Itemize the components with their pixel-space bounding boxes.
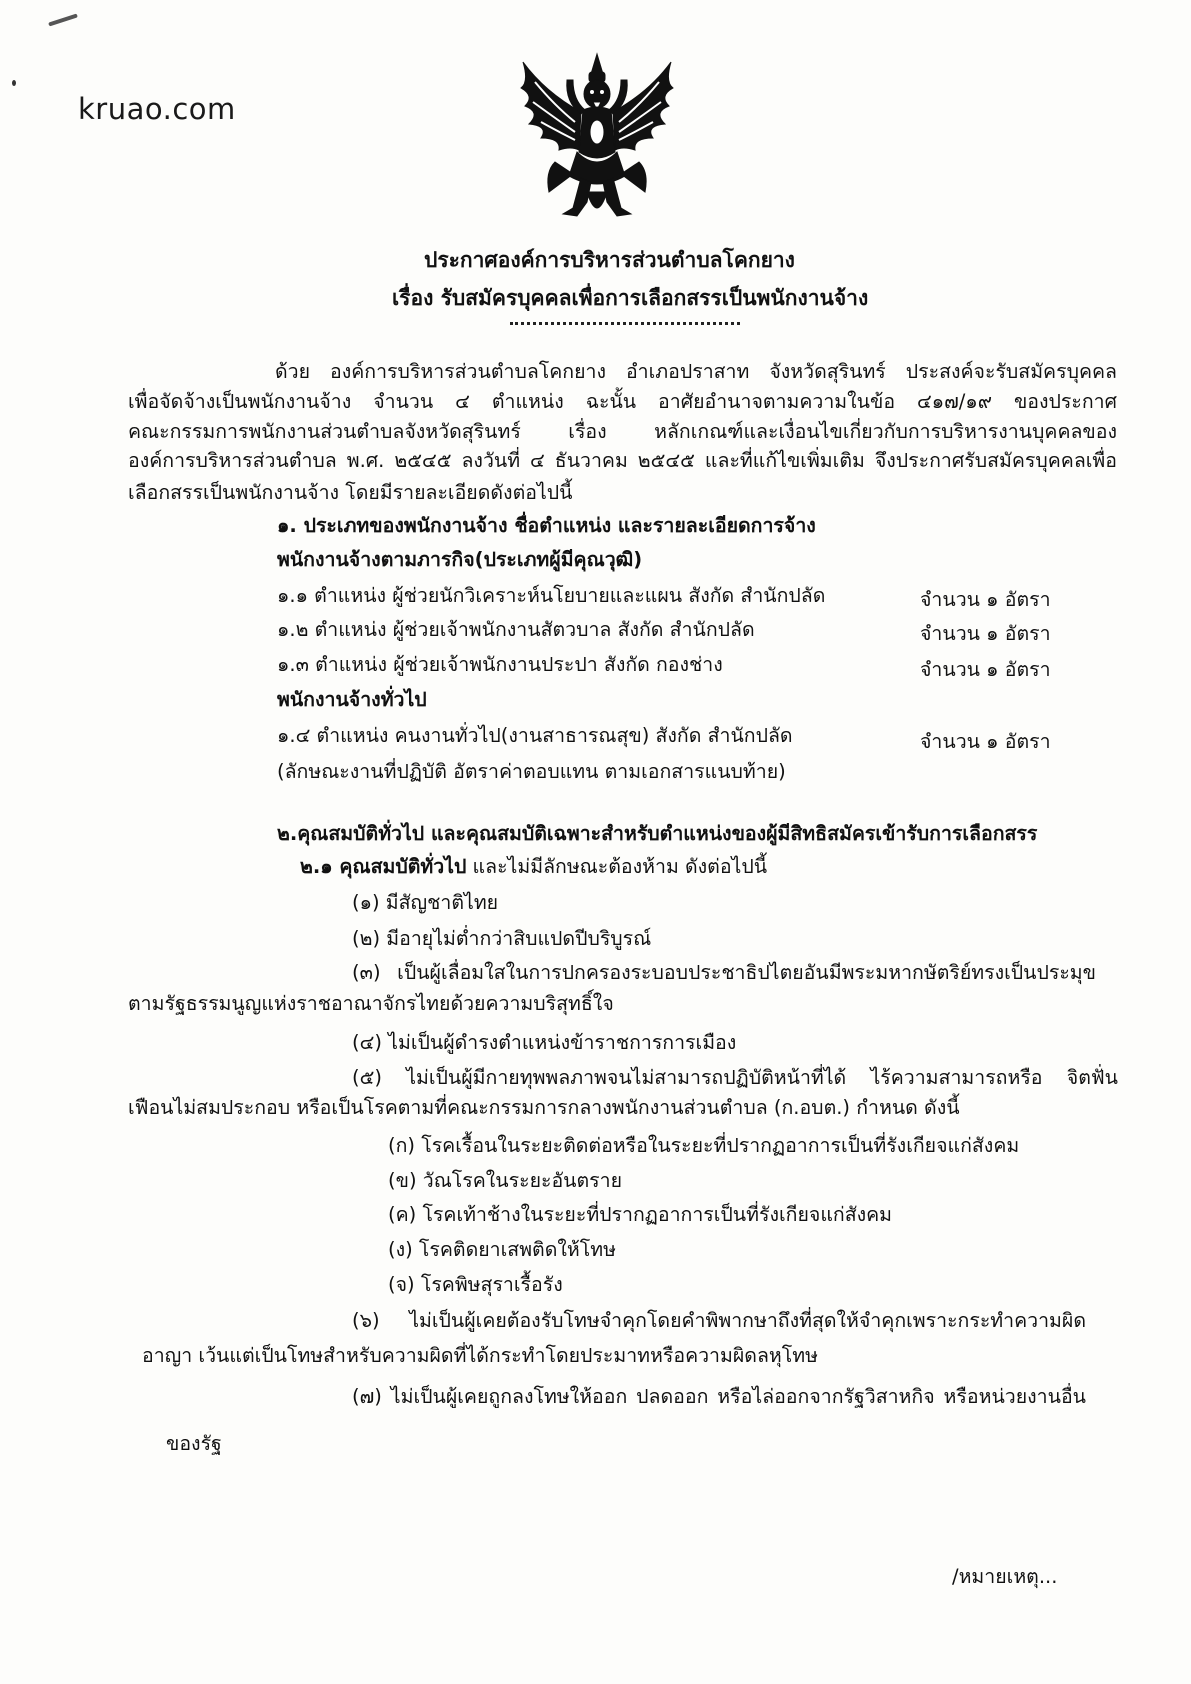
section2-heading: ๒.คุณสมบัติทั่วไป และคุณสมบัติเฉพาะสำหรับตำแหน่งของผู้มีสิทธิสมัครเข้ารับการเลือกสรร <box>277 822 1038 845</box>
intro-line-5: เลือกสรรเป็นพนักงานจ้าง โดยมีรายละเอียดดังต่อไปนี้ <box>128 481 573 504</box>
position-item: ๑.๑ ตำแหน่ง ผู้ช่วยนักวิเคราะห์นโยบายและแผน สังกัด สำนักปลัด <box>277 584 826 607</box>
qualification-item: (๑) มีสัญชาติไทย <box>352 891 499 914</box>
intro-line-3: คณะกรรมการพนักงานส่วนตำบลจังหวัดสุรินทร์ เรื่อง หลักเกณฑ์และเงื่อนไขเกี่ยวกับการบริหารงานบุคคลของ <box>128 420 1117 443</box>
position-count: จำนวน ๑ อัตรา <box>920 730 1051 753</box>
position-count: จำนวน ๑ อัตรา <box>920 658 1051 681</box>
position-item: ๑.๓ ตำแหน่ง ผู้ช่วยเจ้าพนักงานประปา สังกัด กองช่าง <box>277 653 723 676</box>
position-item: ๑.๒ ตำแหน่ง ผู้ช่วยเจ้าพนักงานสัตวบาล สังกัด สำนักปลัด <box>277 618 755 641</box>
announcement-title: ประกาศองค์การบริหารส่วนตำบลโคกยาง <box>424 248 795 272</box>
section1-group-general: พนักงานจ้างทั่วไป <box>277 688 427 711</box>
qualification-item: (๖) ไม่เป็นผู้เคยต้องรับโทษจำคุกโดยคำพิพากษาถึงที่สุดให้จำคุกเพราะกระทำความผิด <box>352 1309 1086 1332</box>
position-count: จำนวน ๑ อัตรา <box>920 588 1051 611</box>
section1-note: (ลักษณะงานที่ปฏิบัติ อัตราค่าตอบแทน ตามเอกสารแนบท้าย) <box>277 760 786 783</box>
section1-group-mission: พนักงานจ้างตามภารกิจ(ประเภทผู้มีคุณวุฒิ) <box>277 548 643 571</box>
section2-sub-bold: ๒.๑ คุณสมบัติทั่วไป <box>300 855 467 878</box>
qualification-item: (๕) ไม่เป็นผู้มีกายทุพพลภาพจนไม่สามารถปฏิบัติหน้าที่ได้ ไร้ความสามารถหรือ จิตฟั่น <box>352 1066 1118 1089</box>
title-divider <box>510 322 740 325</box>
watermark-text: kruao.com <box>78 92 236 126</box>
intro-line-2: เพื่อจัดจ้างเป็นพนักงานจ้าง จำนวน ๔ ตำแหน่ง ฉะนั้น อาศัยอำนาจตามความในข้อ ๔๑๗/๑๙ ของประกาศ <box>128 390 1117 413</box>
qualification-item-cont: เฟือนไม่สมประกอบ หรือเป็นโรคตามที่คณะกรรมการกลางพนักงานส่วนตำบล (ก.อบต.) กำหนด ดังนี้ <box>128 1096 960 1119</box>
disease-item: (ค) โรคเท้าช้างในระยะที่ปรากฏอาการเป็นที่รังเกียจแก่สังคม <box>388 1203 893 1226</box>
disease-item: (ข) วัณโรคในระยะอันตราย <box>388 1169 623 1192</box>
qualification-item: (๗) ไม่เป็นผู้เคยถูกลงโทษให้ออก ปลดออก หรือไล่ออกจากรัฐวิสาหกิจ หรือหน่วยงานอื่น <box>352 1385 1086 1408</box>
qualification-item-cont: ตามรัฐธรรมนูญแห่งราชอาณาจักรไทยด้วยความบริสุทธิ์ใจ <box>128 992 614 1015</box>
continuation-note: /หมายเหตุ... <box>952 1565 1058 1588</box>
qualification-item: (๓) เป็นผู้เลื่อมใสในการปกครองระบอบประชาธิปไตยอันมีพระมหากษัตริย์ทรงเป็นประมุข <box>352 961 1096 984</box>
disease-item: (ง) โรคติดยาเสพติดให้โทษ <box>388 1238 616 1261</box>
section2-sub-heading <box>300 853 767 881</box>
garuda-emblem-icon <box>515 52 680 224</box>
intro-line-4: องค์การบริหารส่วนตำบล พ.ศ. ๒๕๔๕ ลงวันที่ ๔ ธันวาคม ๒๕๔๕ และที่แก้ไขเพิ่มเติม จึงประกาศรับสมัครบุคคลเพื่อ <box>128 449 1117 472</box>
announcement-subject: เรื่อง รับสมัครบุคคลเพื่อการเลือกสรรเป็นพนักงานจ้าง <box>392 286 869 310</box>
qualification-item: (๔) ไม่เป็นผู้ดำรงตำแหน่งข้าราชการการเมือง <box>352 1031 737 1054</box>
section2-sub-rest: และไม่มีลักษณะต้องห้าม ดังต่อไปนี้ <box>466 855 768 878</box>
scan-speck <box>48 13 78 26</box>
qualification-item-cont: อาญา เว้นแต่เป็นโทษสำหรับความผิดที่ได้กระทำโดยประมาทหรือความผิดลหุโทษ <box>142 1344 818 1367</box>
disease-item: (จ) โรคพิษสุราเรื้อรัง <box>388 1273 563 1296</box>
position-count: จำนวน ๑ อัตรา <box>920 622 1051 645</box>
qualification-item-cont: ของรัฐ <box>166 1432 222 1455</box>
disease-item: (ก) โรคเรื้อนในระยะติดต่อหรือในระยะที่ปรากฏอาการเป็นที่รังเกียจแก่สังคม <box>388 1134 1020 1157</box>
position-item: ๑.๔ ตำแหน่ง คนงานทั่วไป(งานสาธารณสุข) สังกัด สำนักปลัด <box>277 724 793 747</box>
scan-speck <box>12 80 16 86</box>
intro-line-1: ด้วย องค์การบริหารส่วนตำบลโคกยาง อำเภอปราสาท จังหวัดสุรินทร์ ประสงค์จะรับสมัครบุคคล <box>275 360 1117 383</box>
section1-heading: ๑. ประเภทของพนักงานจ้าง ชื่อตำแหน่ง และรายละเอียดการจ้าง <box>277 514 816 537</box>
qualification-item: (๒) มีอายุไม่ต่ำกว่าสิบแปดปีบริบูรณ์ <box>352 927 652 950</box>
